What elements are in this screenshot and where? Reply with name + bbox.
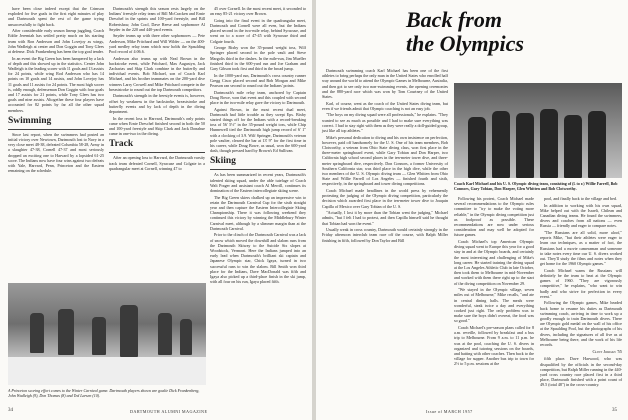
paragraph: 45 over Cornell. In the most recent meet, it seconded to an easy 85-21 victory over Brown. — [210, 6, 306, 17]
paragraph: In an event the Big Green has been hampered by a lack of depth and this showed up in the statistics. Center John Wadleigh is the leading scorer with 11 goals and 13 assists for 24 points, while wing Rod Anderson who has 14 points on 10 goals and 14 assists, and John Lovejoy has 11 goals and 11 assists for 24 points. The most high scorer is, oddly enough, defenseman Don Goggin with four goals and 17 assists for 21 points, while Tony Glees has two goals and nine assists. Altogether these four players have accounted for 82 points by far all the other squad members. — [8, 55, 104, 113]
section-rule — [8, 129, 104, 130]
diving-photo-caption: Coach Karl Michael and his U. S. Olympic diving team, consisting of (l. to r.) Willie Farrell, Bob Connors, Gary Tobian, Don Harper, Glen Whitten and Bob Clotworthy. — [454, 181, 618, 191]
paragraph: Dartmouth's strength in the freestyle events is, however, offset by weakness in the backstroke, breaststroke and butterfly events and by lack of depth in the diving department. — [109, 93, 205, 115]
player-figure — [58, 309, 74, 355]
hockey-photo — [8, 283, 206, 385]
paragraph: Dartmouth swimming coach Karl Michael has been one of the first athletes to bring perhaps the only man in the United States who enrolled half way around the world to attend the Olympic Games in Melbourne, Australia, and then got to see only two non-swimming events, the opening ceremonies and the 880-yard race which was won by Tom Courtney of the United States. — [322, 68, 448, 100]
paragraph: Dartmouth's mile relay team, anchored by Captain Doug Bowe, won that event and this coupled with second place in the two-mile relay gave the victory to Dartmouth. — [210, 89, 306, 106]
player-figure — [180, 319, 192, 355]
hockey-text — [8, 6, 104, 113]
cross-country-text — [540, 356, 622, 387]
paragraph: Mike's personal dedication to diving and his own insistence on perfection, however, paid off handsomely for the U. S. One of his team members, Bob Clotworthy, a veteran from Ohio State diving class, won first place in the three-meter springboard event, while Gary Tobian and Don Harper, two California high school second places in the ten-meter tower dive, and three-meter springboard dive, respectively. Don Connors, a former University of Southern California star, was third place in the high dive, while the other two members of the U. S. Olympic diving team — Glen Whitten from Ohio State and Willie Farrell of Los Angeles — finished fourth and sixth, respectively, in the springboard and tower diving competitions. — [322, 134, 448, 187]
paragraph: Coach Michael warns the Russians will definitely be the team to beat at the Olympic games of 1960. "They are vigorously competitive," he explains, "who want to win badly and who strive for perfection in every event." — [540, 267, 622, 299]
paragraph: "Actually, I lost it by more than the Tobian went the judging," Michael admits, "but I felt I had to protest, and then Capilla himself said he thought that Tobian had won the event." — [322, 210, 448, 226]
page-number-left: 34 — [8, 408, 13, 413]
diving-team-photo — [454, 83, 622, 178]
paragraph: Prior to the clinch of the Dartmouth Carnival was a lack of snow which moved the downhill and slalom runs from the Dartmouth Skiway to the Suicide Six slopes at Woodstock, Vermont. Here the Indians jumped into an early lead when Dartmouth's brilliant ski captain and Japanese Olympic star, Chick Igaya, turned in two successful runs to win the slalom. Bill Smith won third place for the Indians, Dave MacDonald was fifth and Igaya also picked up a third-place finish in the ski jump, with all four on his run, Igaya placed fifth. — [210, 232, 306, 285]
paragraph: "The boys on my diving squad were all professionals," he explains. "They wanted to see as much as possible and I had to make sure everything was correct. I had to stay right with them as they were really a doll-guided group, just like all top athletes." — [322, 112, 448, 134]
paragraph: Coach Michael made headlines in the world press by vehemently protesting the judging of the Olympic diving competition, particularly the decision which awarded first place in the ten-meter tower dive to Joaquin Capilla of Mexico over Gary Tobian of the U. S. — [322, 188, 448, 209]
swimming-text — [8, 132, 104, 174]
track-text — [109, 155, 205, 171]
section-rule — [109, 152, 205, 153]
article-title: Back from the Olympics — [406, 7, 524, 56]
paragraph: "We stayed in the Olympic village, seven miles out of Melbourne," Mike recalls, "and ate in central dining halls. The meals were wonderful, steak twice a day and everything cooked just right. The only problem was to make sure the boys didn't overeat, the food was so good." — [454, 287, 534, 324]
left-column-1 — [8, 6, 104, 175]
paragraph: Usually weak in cross country, Dartmouth would certainly strongly in the Friday afternoon interclub team race off the course, with Ralph Miller finishing in fifth, followed by Don Taylor and Bill — [322, 227, 448, 243]
person-figure — [516, 113, 534, 178]
paragraph: Coach Michael's pre-season plans called for 8 a.m. reveille, followed by breakfast and a bus trip to Melbourne. From 9 a.m. to 11 p.m. he was at the pool, coaching the U. S. divers in organized and tutoring sessions on the boards, and batting with other coaches. Then back to the village for supper. Another bus trip to town for 2½ to 5 p.m. sessions at the — [454, 325, 534, 367]
running-footer-right: Issue of MARCH 1957 — [426, 409, 473, 414]
player-figure — [92, 317, 106, 355]
paragraph: In the recent loss to Harvard, Dartmouth's only points came when Ernie Dreschel finished second in both the 50 and 100-yard freestyle and Skip Clark and Jack Donahue came in one-two in the diving. — [109, 115, 205, 137]
right-column-3 — [540, 196, 622, 389]
paragraph: Since last report, when the swimmers had posted an initial victory over Newtown, Dartmouth lost to Navy in a very close meet 48-38, defeated Columbia 58-28, Army in a slaughter 47-38, Cornell 47-37 and most seriously dropped an exciting one to Harvard by a lopsided 61-25 score. The Indians now have four wins against two defeats with Yale, Harvard, Penn, Princeton and the Eastern remaining on the schedule. — [8, 131, 104, 174]
ice-surface — [8, 357, 206, 385]
left-column-3 — [210, 6, 306, 286]
person-figure — [492, 111, 510, 178]
skiing-text — [210, 172, 306, 284]
olympics-continued-text — [454, 196, 534, 367]
hockey-photo-caption: A Princeton scoring effort comes to the Winter Carnival game. Dartmouth players shown are goalie Dick Frankenberg, John Wadleigh (9), Don Thomas (8) and Ted Larsen (10). — [8, 388, 200, 398]
paragraph: The Big Green skiers chalked up an impressive win to retain the Dartmouth Carnival Cup for the sixth straight year and then capture the Eastern Intercollegiate Skiing Championship. There it was following weekend they continued this victory by winning the Middlebury Winter Carnival meet, although by a slimmer margin than at the Dartmouth Carnival. — [210, 194, 306, 231]
olympics-final-text — [540, 196, 622, 347]
paragraph: "The Russians are all solid, more aloof," reports Mike, "but their athletes were eager to learn our techniques, as a matter of fact, the Russians had a movie cameraman and someone to take notes every time our U. S. divers worked out. They'll study the films and notes when they get home for the 1960 Olympic games." — [540, 230, 622, 267]
goalie-figure — [120, 305, 138, 357]
paragraph: Going into the final event in the quadrangular meet, Dartmouth and Cornell were all even, but the Indians placed second in the two-mile relay, behind Syracuse, and went on to a score of 47-45 with Syracuse third and Colgate fourth. — [210, 17, 306, 44]
paragraph: pool, and finally back to the village and bed. — [544, 196, 617, 201]
person-figure — [588, 111, 606, 178]
paragraph: George Bixby won the 35-pound weight toss, Wilf Springer placed second in the pole vault and Steve Margolis third in the dashes. In the mile-run, Jim Mueller finished third in the 600-yard run and Joe Graham and Gary Gibson took first and third in the broad jump. — [210, 45, 306, 72]
skiing-heading: Skiing — [210, 156, 236, 167]
paragraph: After an opening loss to Harvard, the Dartmouth varsity track team defeated Cornell, Syracuse and Colgate in a quadrangular meet at Cornell, winning 47 to — [109, 155, 205, 171]
author-byline: Clint Jordan '55 — [592, 349, 622, 355]
person-figure — [540, 109, 558, 178]
paragraph: have been close indeed except that the Crimson exploded for five goals in the first eight minutes of play and Dartmouth spent the rest of the game trying unsuccessfully to fight back. — [8, 6, 104, 27]
right-column-2 — [454, 196, 534, 368]
paragraph: As has been summarized in recent years, Dartmouth's talented skiing squad, under the able tutelage of Coach Walt Prager and assistant coach Al Merrill, continues its domination of the Eastern intercollegiate skiing scene. — [210, 172, 306, 194]
track-continued-text — [210, 6, 306, 153]
paragraph: In addition to working with his own squad, Mike helped out with the Israeli, Chilean and Canadian diving teams. He found the swimmers, divers and coaches from all nations — even Russia — friendly and eager to compare notes. — [540, 202, 622, 229]
olympics-text — [322, 68, 448, 243]
section-rule — [210, 169, 306, 170]
left-column-2 — [109, 6, 205, 172]
player-figure — [158, 313, 172, 355]
paragraph: Following his protest, Coach Michael made several recommendations to the Olympic rules committee to "try to make the voting more reliable," in the Olympic diving competition just as foolproof as possible. These recommendations are now under serious consideration and may well be adopted for future games. — [454, 196, 534, 238]
paragraph: Coach Michael's top American Olympic diving squad went to Europe this year for a good stay in and at the Olympic boards, and certainly the most interesting and challenging of Mike's long career. He started training the diving squad at the Los Angeles Athletic Club in late October, then took them to Melbourne in mid-November and worked with them there right up to the start of the diving competition on November 29. — [454, 239, 534, 286]
swimming-heading: Swimming — [8, 115, 52, 126]
paragraph: fifth place. Dave Harwood, who was disqualified by the officials in the second-day competition, but Ralph Miller running in the 440-yard cross country race placed first in a third place, Dartmouth finished with a point count of 49.5 (total 48") in the cross-country. — [540, 356, 622, 388]
paragraph: Karl, of course, went as the coach of the United States diving team, but even if we friends admit that Olympic coaching is not an easy job. — [322, 100, 448, 111]
page-number-right: 35 — [612, 408, 617, 413]
right-column-1 — [322, 68, 448, 244]
person-figure — [468, 117, 486, 178]
paragraph: Dartmouth's strength this season rests largely on the Indians' freestyle relay team of Bill McCracken and Ernie Dreschel in the sprints and 100-yard freestyle, and Bill Robertshaw, John Cool, Dave Reese and sophomore Al Snyder in the 220 and 440-yard events. — [109, 6, 205, 32]
right-page — [316, 0, 628, 420]
paragraph: Following the Olympic games, Mike headed back home to resume his duties as Dartmouth swimming coach, arriving in time to work up a goodly enough to train Dartmouth divers. There are Olympic gold medal on the wall of his office at the Spaulding Pool, but the photographs of his divers, including the signatures of all five as at Melbourne being there, and the work of his life records. — [540, 300, 622, 348]
paragraph: After considerable early season lineup juggling, Coach Eddie Jeremiah has settled pretty much on his starting team with Ron Anderson and John Lovejoy as wings, John Wadleigh at center and Don Goggin and Tony Glees at defense. Dick Frankenberg has been the top goal tender. — [8, 28, 104, 55]
paragraph: Against Brown, in the most recent dual meet, Dartmouth had little trouble as they swept Eps. Bixby started things off for the Indians with a record-breaking toss of 56' 5½" in the 35-pound weight toss, while Chip Hunnewell tied the Dartmouth high jump record of 6' 1" with a clocking of 3.9. Wilf Springer, Dartmouth's veteran pole vaulter, cleared the bar at 13' 9" for the first time in his career, while Doug Bowe, as usual, won the 600-yard dash, though pressed hard by Brown's Ed Sullivan. — [210, 106, 306, 154]
track-heading: Track — [109, 139, 134, 150]
paragraph: Snyder teams up with three other sophomores — Pete Anderson, Mike Pritchard and Will Wilder — on the 400-yard medley relay team which now holds the Spaulding Pool record of 4:06.6. — [109, 33, 205, 55]
swimming-continued-text — [109, 6, 205, 136]
player-figure — [30, 313, 44, 353]
running-footer-left: DARTMOUTH ALUMNI MAGAZINE — [130, 409, 208, 414]
paragraph: In the 1000-yard run, Dartmouth's cross country runner Gregg Cisco placed second and Bob Morgan and Mike Pearson ran second to round out the Indians' points. — [210, 72, 306, 89]
paragraph: Anderson also teams up with Neal Brown in the backstroke event, while Pritchard, Max Augustyn, Jack Zacharias and Skip Clark combine in the butterfly and individual events. Bob Michael, son of Coach Karl Michael, and his brother teammates on the 200-yard dive winners Larry Crowell and Mike Pritchard compete in the breaststroke to round out the top Dartmouth competitors. — [109, 55, 205, 92]
person-figure — [564, 115, 582, 178]
left-page — [0, 0, 312, 420]
